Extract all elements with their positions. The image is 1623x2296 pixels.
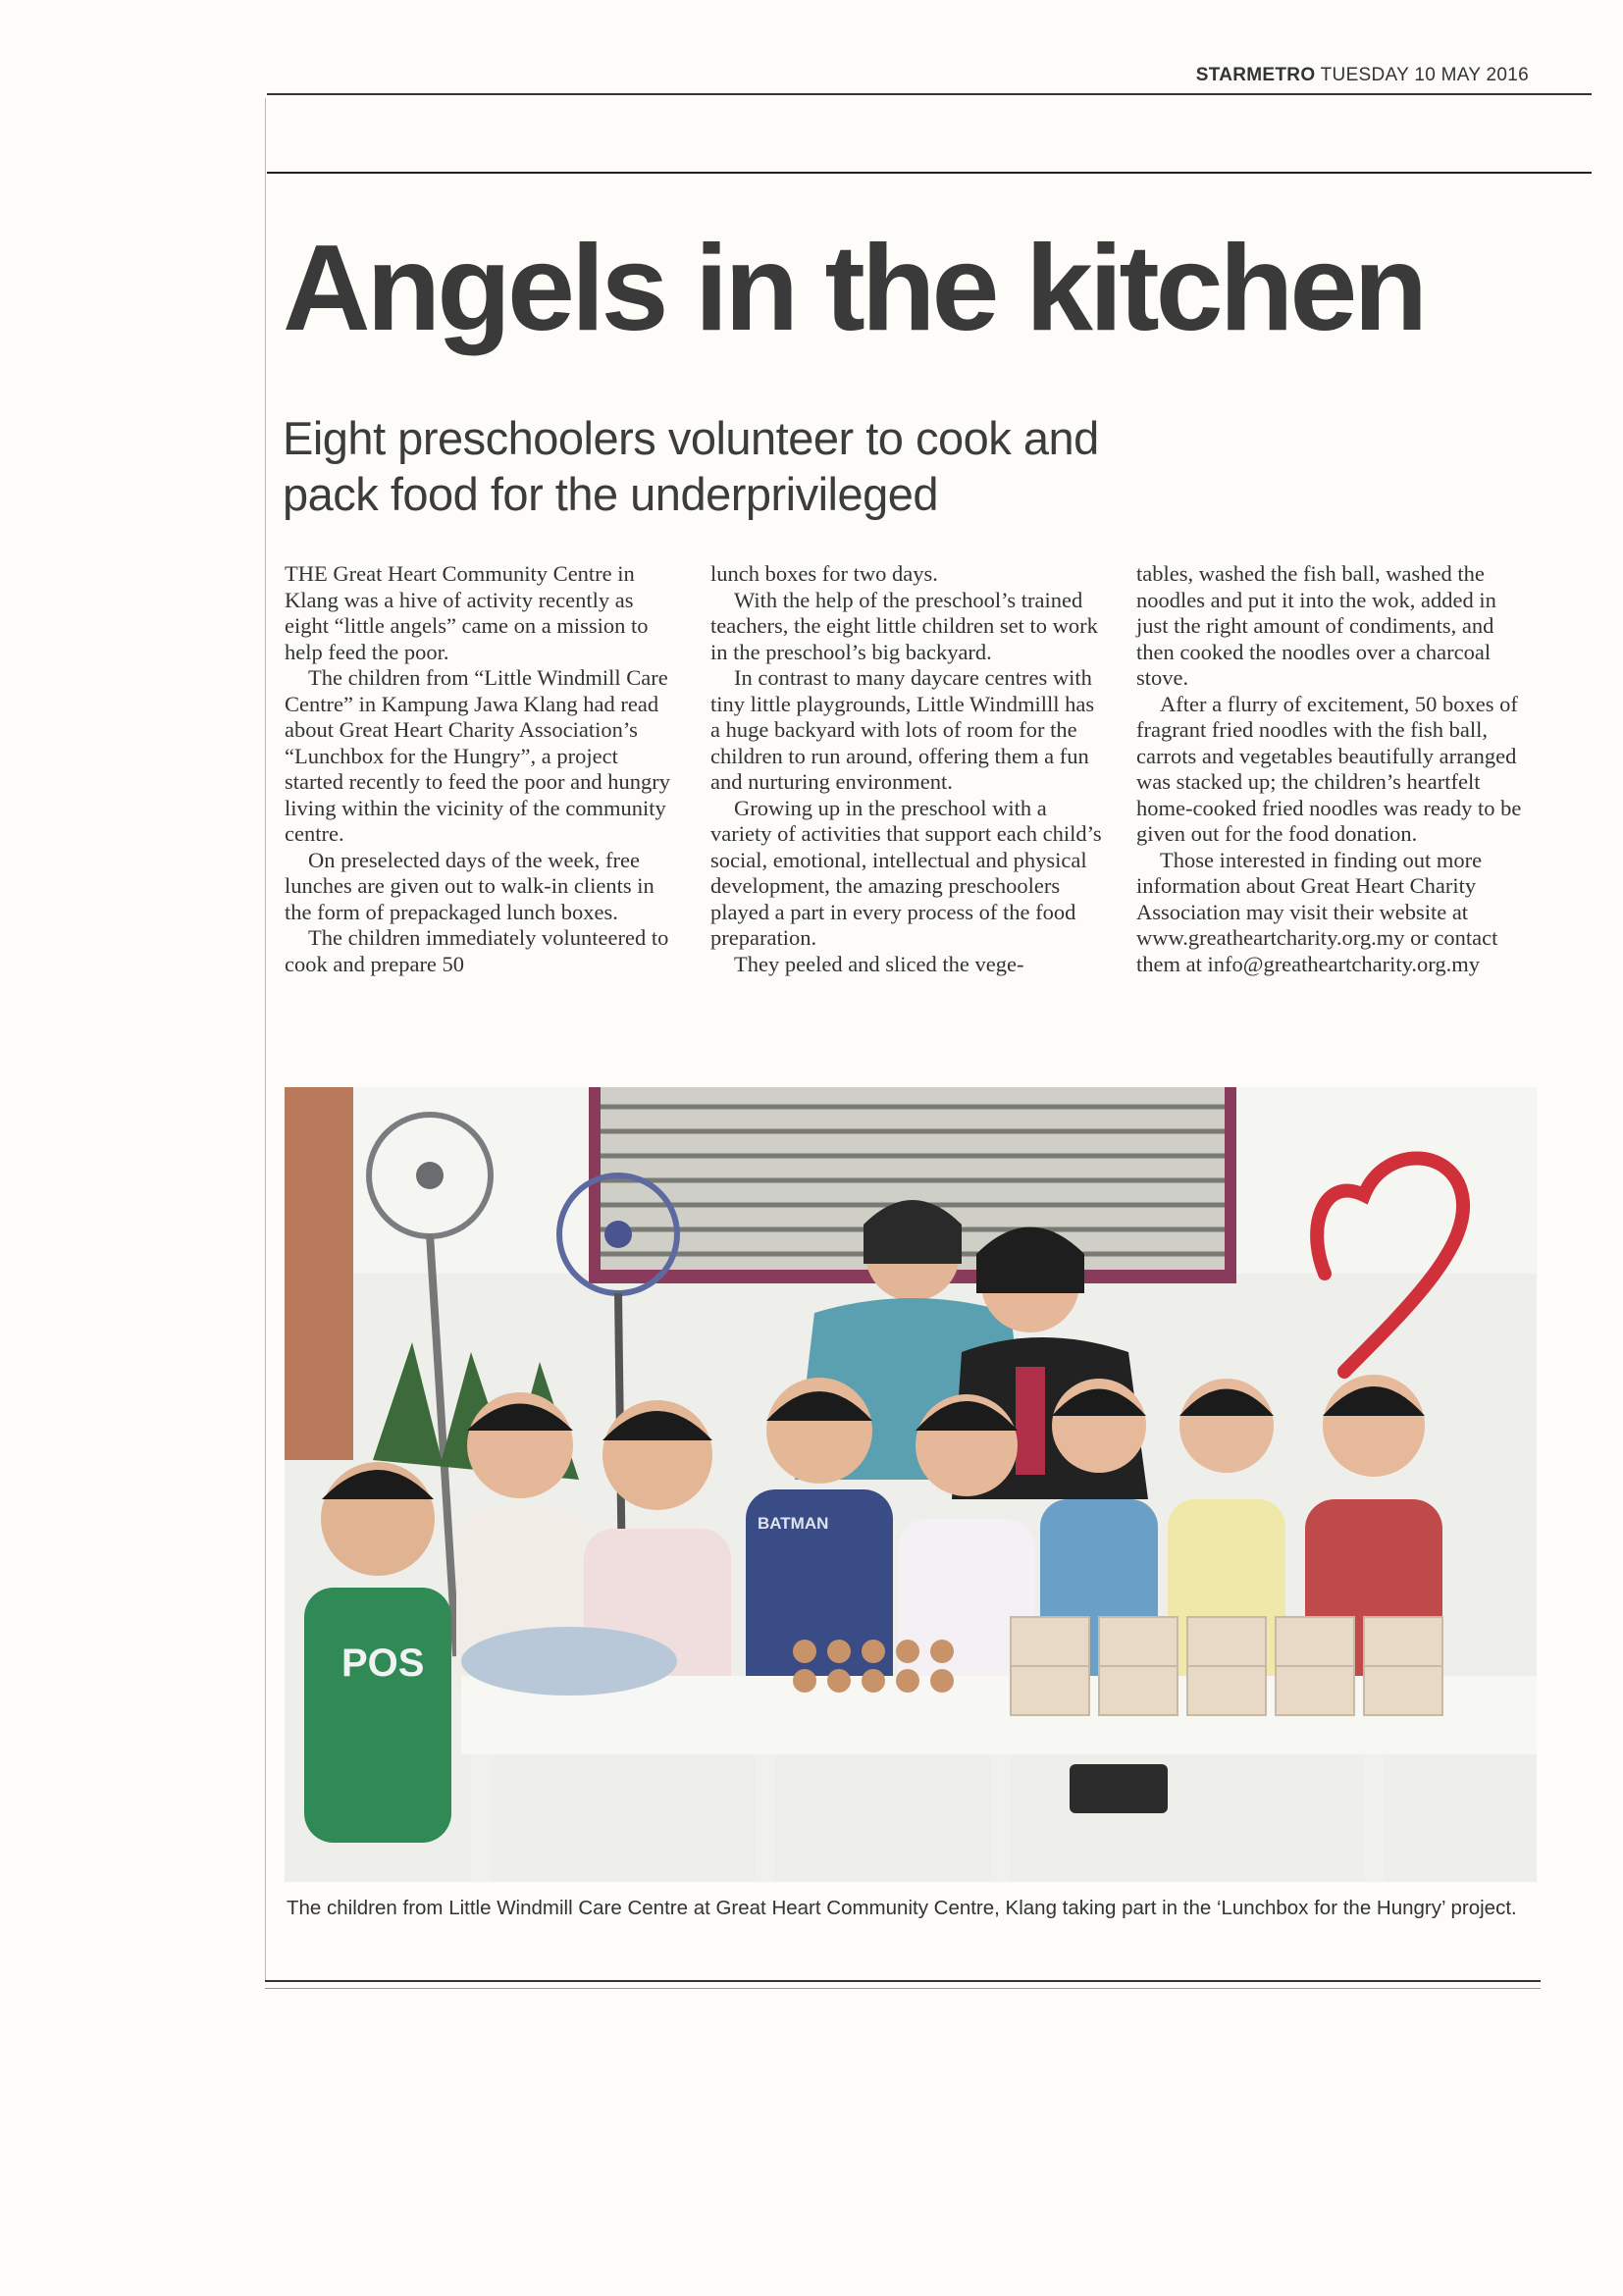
- subhead-line-1: Eight preschoolers volunteer to cook and: [283, 412, 1099, 464]
- paragraph: THE Great Heart Community Centre in Klang was a hive of activity recently as eight “little angels” came on a mission to help feed the poor.: [285, 561, 649, 664]
- article-column-2: [710, 561, 1103, 977]
- header-rule: [267, 93, 1592, 95]
- paragraph: Growing up in the preschool with a variety of activities that support each child’s social, emotional, intellectual and physical development, the amazing preschoolers played a part in every process of the food preparation.: [710, 795, 1102, 950]
- paragraph: In contrast to many daycare centres with tiny little playgrounds, Little Windmilll has a huge backyard with lots of room for the children to run around, offering them a fun and nurturing environment.: [710, 665, 1095, 794]
- headline: Angels in the kitchen: [283, 221, 1425, 356]
- masthead: [1196, 65, 1529, 86]
- subhead-line-2: pack food for the underprivileged: [283, 468, 939, 520]
- phone: [1070, 1764, 1168, 1813]
- photo-caption: The children from Little Windmill Care Centre at Great Heart Community Centre, Klang taking part in the ‘Lunchbox for the Hungry’ project.: [287, 1897, 1517, 1919]
- paragraph: On preselected days of the week, free lunches are given out to walk-in clients in the form of prepackaged lunch boxes.: [285, 847, 654, 924]
- paragraph: lunch boxes for two days.: [710, 561, 938, 586]
- section-rule: [267, 172, 1592, 174]
- subhead: [283, 410, 1264, 522]
- paragraph: After a flurry of excitement, 50 boxes of fragrant fried noodles with the fish ball, carrots and vegetables beautifully arranged was stacked up; the children’s heartfelt home-cooked fried noodles was ready to be given out for the food donation.: [1136, 691, 1522, 846]
- paragraph: Those interested in finding out more information about Great Heart Charity Association may visit their website at www.greatheartcharity.org.my or contact them at info@greatheartcharity.org.my: [1136, 847, 1498, 976]
- shirt-text: BATMAN: [758, 1514, 829, 1533]
- masthead-date: TUESDAY 10 MAY 2016: [1320, 65, 1529, 85]
- paragraph: They peeled and sliced the vege-: [734, 951, 1024, 976]
- article-photo: [285, 1087, 1537, 1882]
- shirt-text: POS: [341, 1642, 425, 1685]
- paragraph: The children from “Little Windmill Care Centre” in Kampung Jawa Klang had read about Great Heart Charity Association’s “Lunchbox for the Hungry”, a project started recently to feed the poor and hungry living within the vicinity of the community centre.: [285, 665, 670, 846]
- article-column-1: [285, 561, 677, 977]
- column-left-rule: [265, 98, 266, 1982]
- bottom-rule: [265, 1980, 1541, 1982]
- bottom-rule-secondary: [265, 1988, 1541, 1989]
- paragraph: With the help of the preschool’s trained teachers, the eight little children set to work in the preschool’s big backyard.: [710, 587, 1098, 664]
- article-column-3: [1136, 561, 1529, 977]
- masthead-brand: STARMETRO: [1195, 65, 1316, 85]
- tray: [461, 1627, 677, 1696]
- lunch-boxes: [1011, 1617, 1442, 1715]
- paragraph: tables, washed the fish ball, washed the noodles and put it into the wok, added in just the right amount of condiments, and then cooked the noodles over a charcoal stove.: [1136, 561, 1496, 690]
- photo-illustration: [285, 1087, 1537, 1882]
- paragraph: The children immediately volunteered to cook and prepare 50: [285, 925, 669, 976]
